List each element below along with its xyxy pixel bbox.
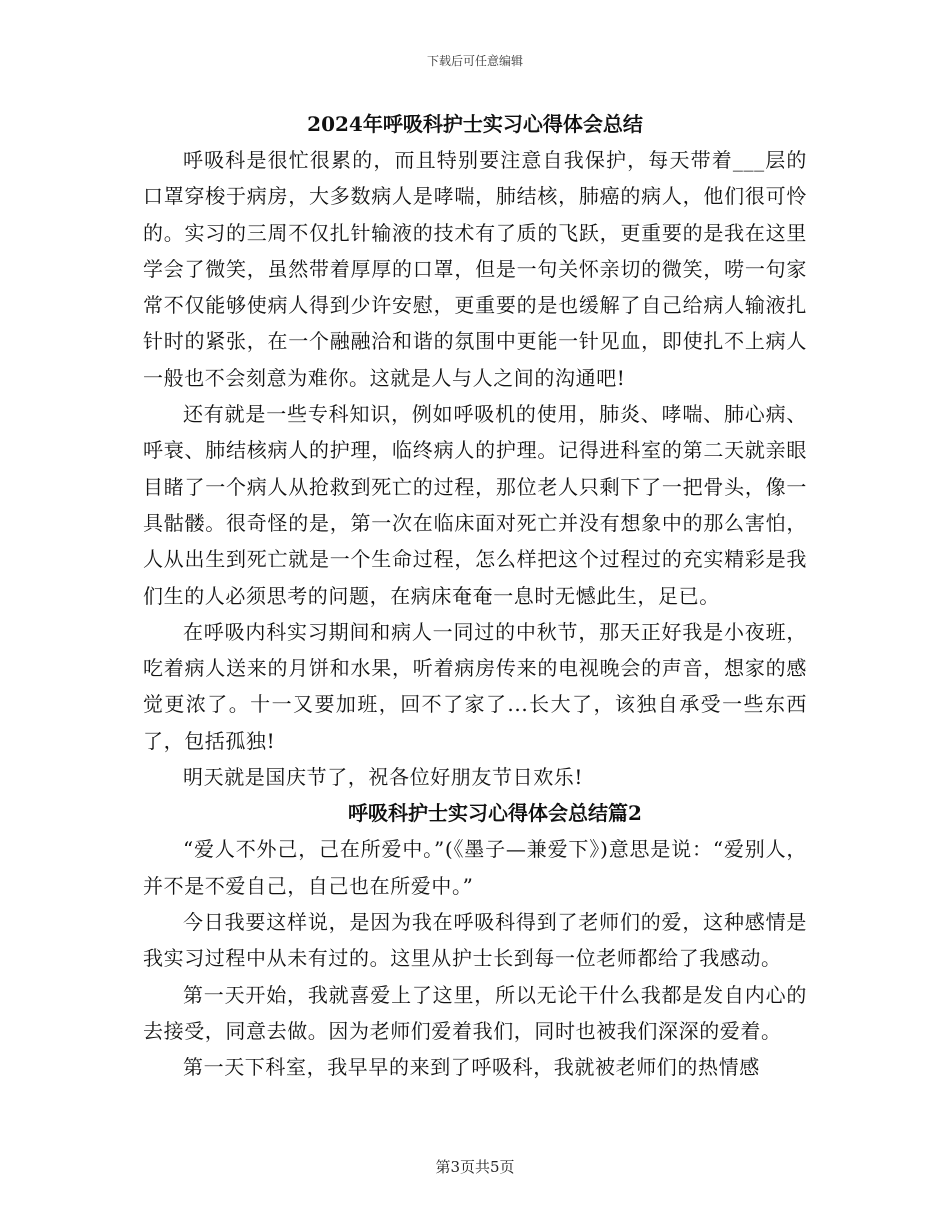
paragraph: 还有就是一些专科知识，例如呼吸机的使用，肺炎、哮喘、肺心病、呼衰、肺结核病人的护理，临终病人的护理。记得进科室的第二天就亲眼目睹了一个病人从抢救到死亡的过程，那位老人只剩下了一把骨头，像一具骷髅。很奇怪的是，第一次在临床面对死亡并没有想象中的那么害怕，人从出生到死亡就是一个生命过程，怎么样把这个过程过的充实精彩是我们生的人必须思考的问题，在病床奄奄一息时无憾此生，足已。 xyxy=(143,402,807,608)
paragraph: “爱人不外己，己在所爱中。”(《墨子—兼爱下》)意思是说：“爱别人，并不是不爱自己，自己也在所爱中。” xyxy=(143,837,807,898)
paragraph: 明天就是国庆节了，祝各位好朋友节日欢乐! xyxy=(183,765,584,790)
paragraph: 第一天下科室，我早早的来到了呼吸科，我就被老师们的热情感 xyxy=(183,1055,760,1080)
document-title: 2024年呼吸科护士实习心得体会总结 xyxy=(307,112,643,136)
paragraph: 今日我要这样说，是因为我在呼吸科得到了老师们的爱，这种感情是我实习过程中从未有过的。这里从护士长到每一位老师都给了我感动。 xyxy=(143,909,807,971)
page-number-footer: 第3页共5页 xyxy=(435,1158,515,1176)
paragraph: 第一天开始，我就喜爱上了这里，所以无论干什么我都是发自内心的去接受，同意去做。因为老师们爱着我们，同时也被我们深深的爱着。 xyxy=(143,982,807,1043)
paragraph: 在呼吸内科实习期间和病人一同过的中秋节，那天正好我是小夜班，吃着病人送来的月饼和水果，听着病房传来的电视晚会的声音，想家的感觉更浓了。十一又要加班，回不了家了...长大了，该独自承受一些东西了，包括孤独! xyxy=(143,619,807,753)
header-note: 下载后可任意编辑 xyxy=(426,54,523,68)
section-title: 呼吸科护士实习心得体会总结篇2 xyxy=(348,801,642,826)
document-body xyxy=(143,106,807,1085)
paragraph: 呼吸科是很忙很累的，而且特别要注意自我保护，每天带着___层的口罩穿梭于病房，大多数病人是哮喘，肺结核，肺癌的病人，他们很可怜的。实习的三周不仅扎针输液的技术有了质的飞跃，更重要的是我在这里学会了微笑，虽然带着厚厚的口罩，但是一句关怀亲切的微笑，唠一句家常不仅能够使病人得到少许安慰，更重要的是也缓解了自己给病人输液扎针时的紧张，在一个融融洽和谐的氛围中更能一针见血，即使扎不上病人一般也不会刻意为难你。这就是人与人之间的沟通吧! xyxy=(143,148,807,390)
